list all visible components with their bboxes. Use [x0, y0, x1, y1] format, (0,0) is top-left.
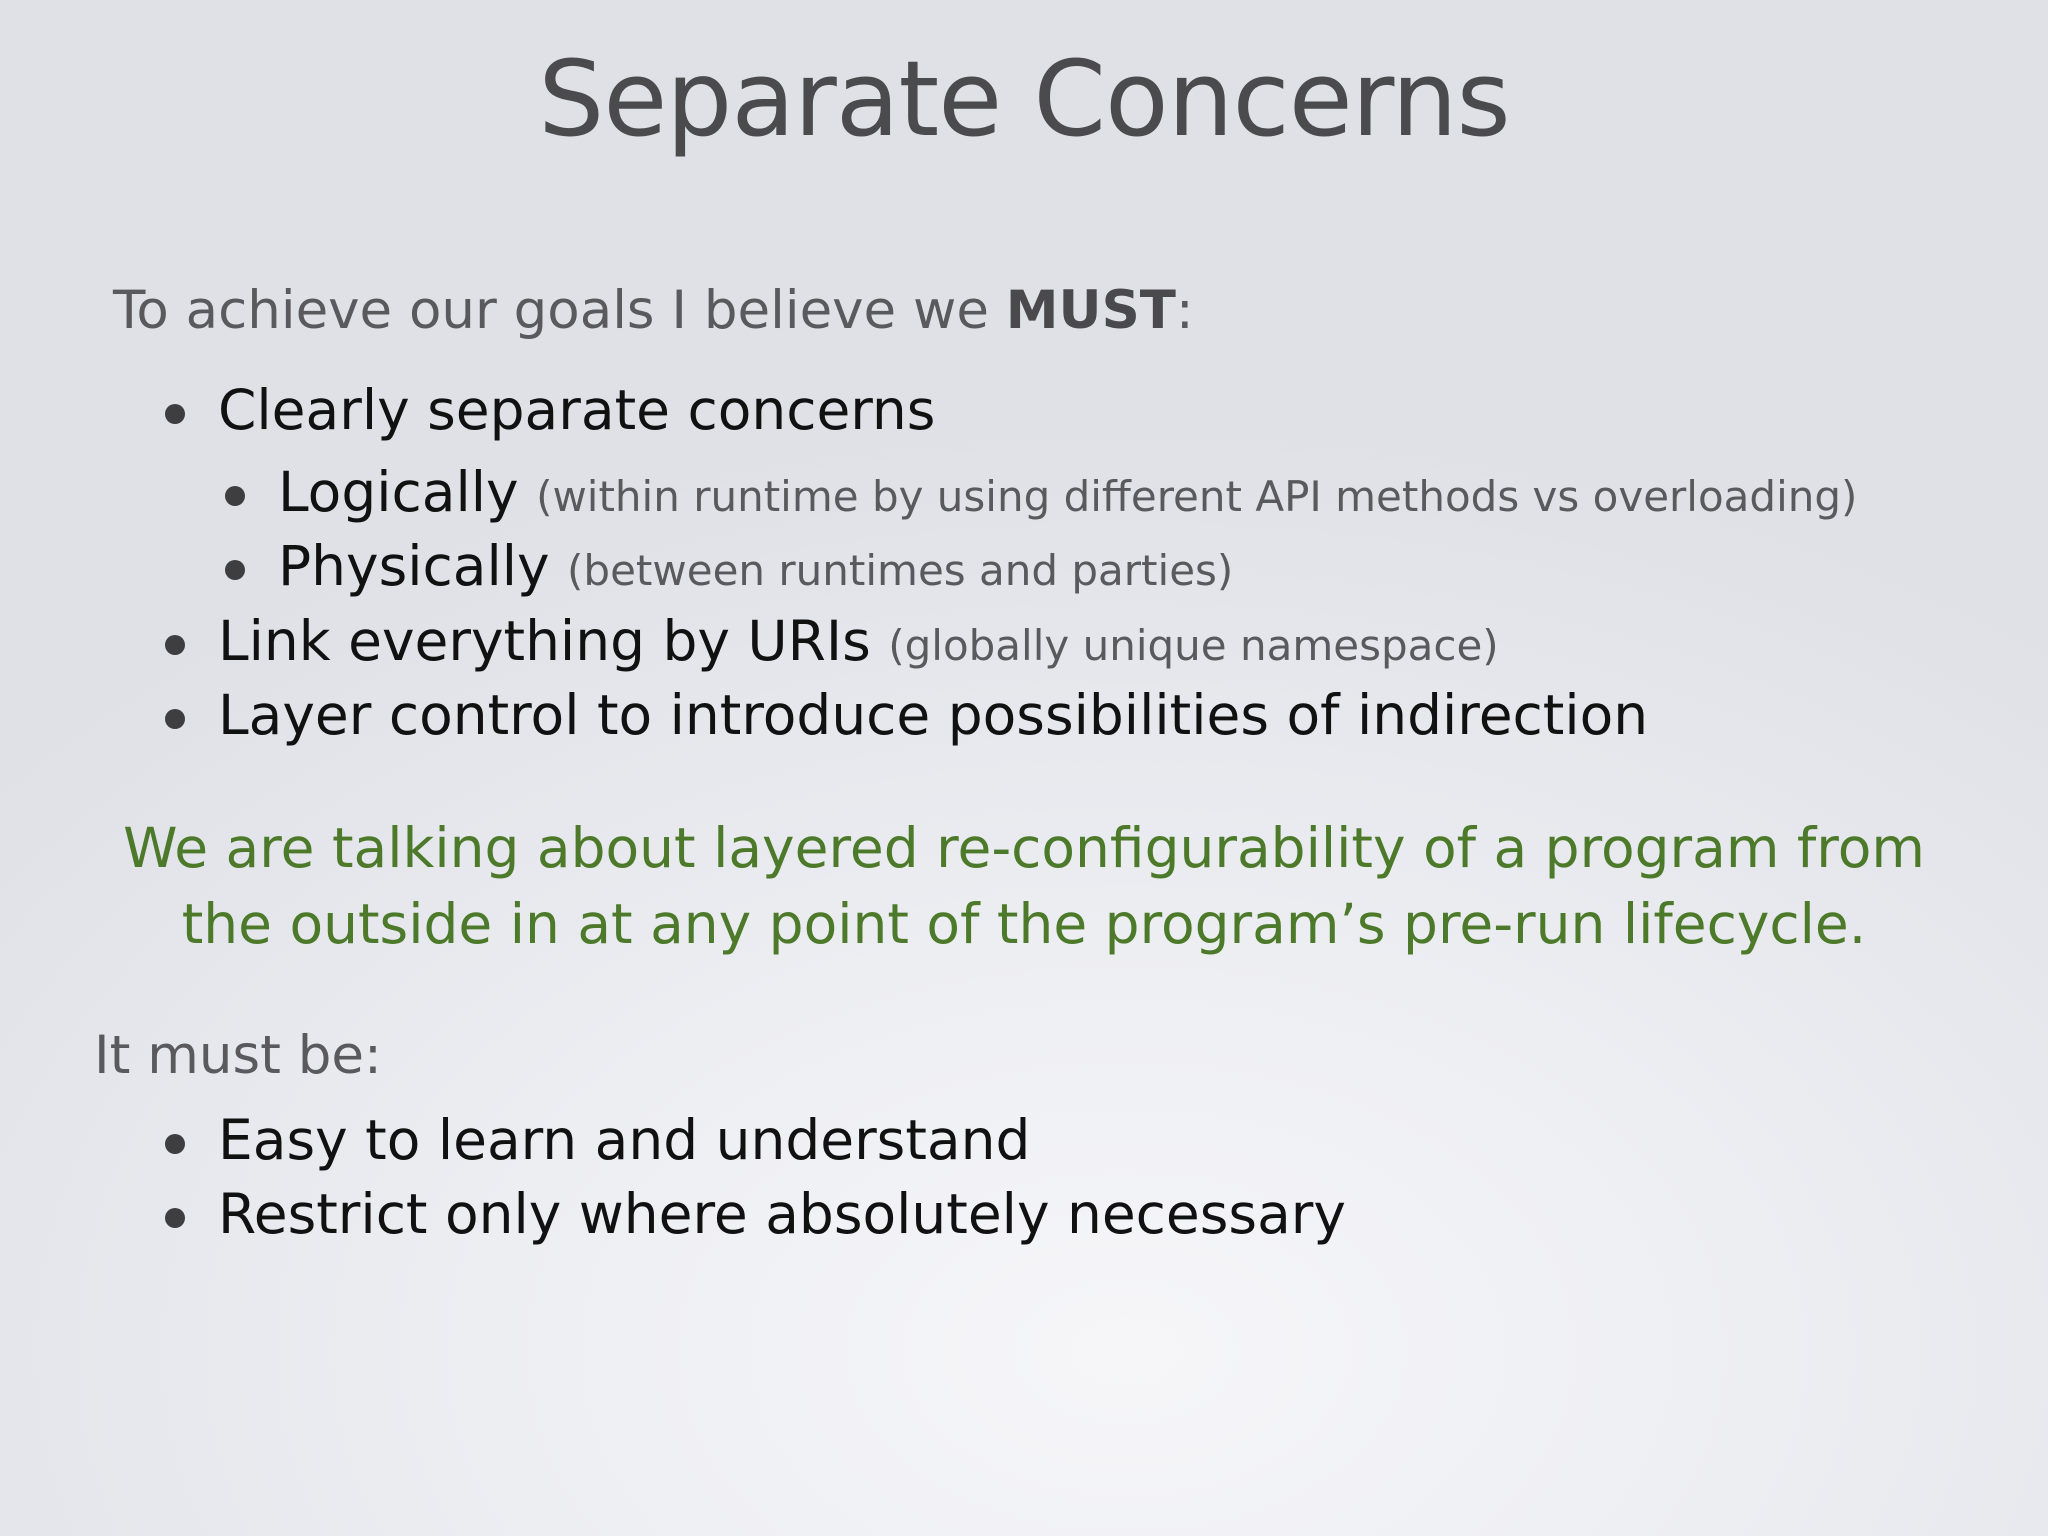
bullet-label: Layer control to introduce possibilities of indirection: [218, 683, 1649, 747]
bullet-label: Physically: [278, 534, 550, 598]
intro-sentence: [113, 280, 1194, 341]
highlight-statement: [0, 810, 2048, 962]
bullet-label: Link everything by URIs: [218, 609, 871, 673]
intro-emphasis: MUST: [1005, 280, 1176, 341]
highlight-line: the outside in at any point of the program’s pre-run lifecycle.: [181, 892, 1867, 956]
bullet-note: (within runtime by using different API methods vs overloading): [536, 472, 1858, 521]
bullet-dot: [225, 486, 245, 506]
bullet-dot: [165, 635, 185, 655]
bullet-dot: [165, 1134, 185, 1154]
bullet-note: (between runtimes and parties): [567, 546, 1234, 595]
requirement-label: Easy to learn and understand: [218, 1108, 1031, 1172]
slide-title: Separate Concerns: [538, 38, 1510, 160]
highlight-line: We are talking about layered re-configurability of a program from: [123, 816, 1925, 880]
bullet-label: Logically: [278, 460, 519, 524]
requirement-label: Restrict only where absolutely necessary: [218, 1182, 1346, 1246]
bullet-label: Clearly separate concerns: [218, 378, 936, 442]
bullet-dot: [225, 560, 245, 580]
bullet-dot: [165, 709, 185, 729]
bullet-dot: [165, 1208, 185, 1228]
requirements-heading: It must be:: [94, 1025, 382, 1086]
bullet-note: (globally unique namespace): [888, 621, 1499, 670]
intro-suffix: :: [1175, 280, 1194, 341]
intro-prefix: To achieve our goals I believe we: [113, 280, 1006, 341]
bullet-dot: [165, 404, 185, 424]
